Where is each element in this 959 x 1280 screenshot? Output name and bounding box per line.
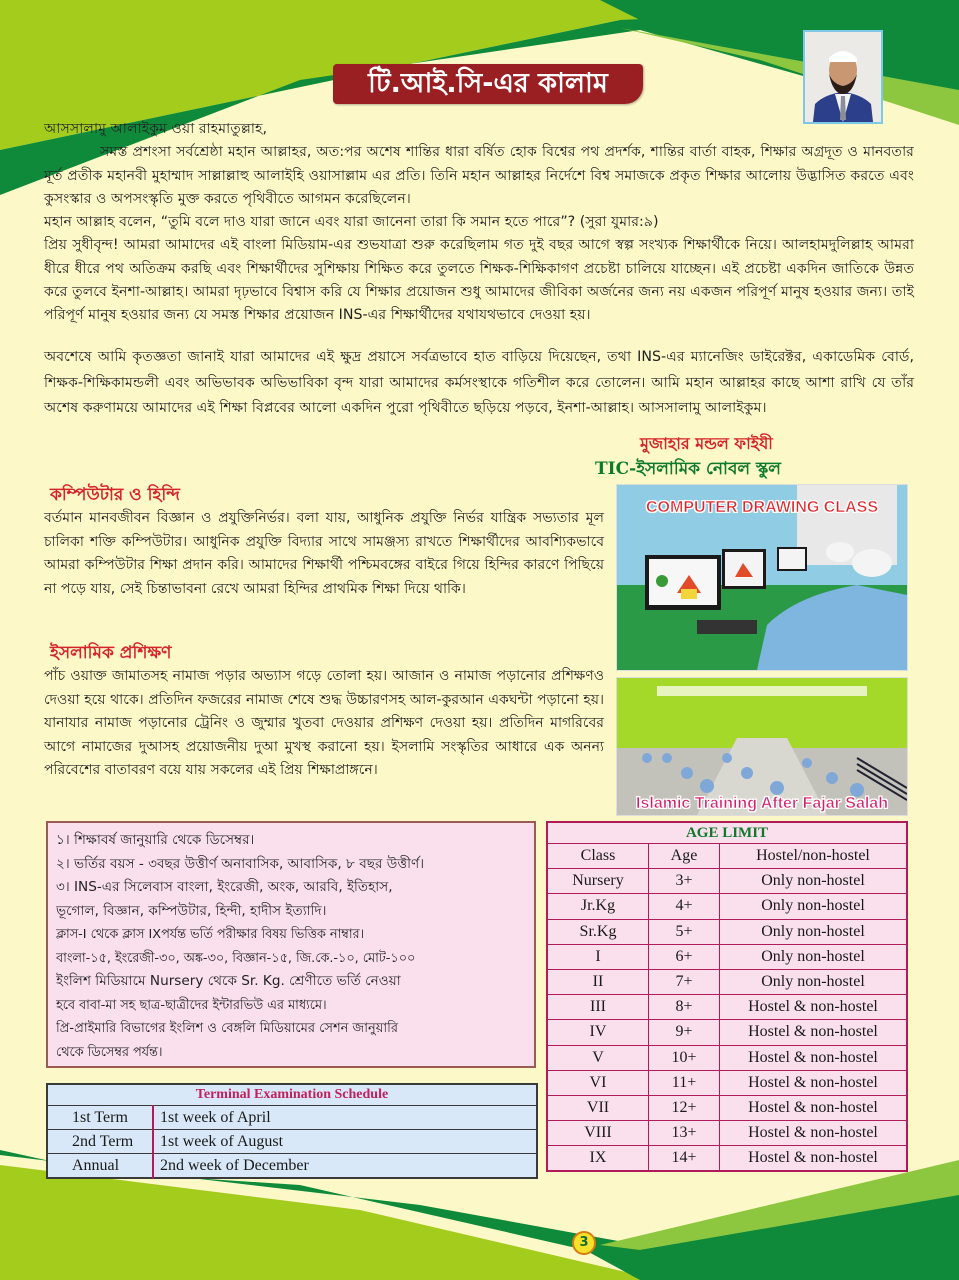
hostel-cell: Only non-hostel — [720, 944, 908, 969]
column-header: Hostel/non-hostel — [720, 844, 908, 869]
page-number: 3 — [572, 1231, 596, 1255]
table-row — [47, 1130, 537, 1154]
age-cell: 7+ — [649, 969, 720, 994]
age-cell: 3+ — [649, 869, 720, 894]
intro-column — [44, 118, 914, 328]
table-row — [547, 919, 907, 944]
table-row — [547, 1045, 907, 1070]
exam-when: 1st week of April — [153, 1106, 537, 1130]
class-cell: II — [547, 969, 649, 994]
age-cell: 5+ — [649, 919, 720, 944]
hostel-cell: Only non-hostel — [720, 894, 908, 919]
table-row — [547, 1020, 907, 1045]
exam-schedule-table — [46, 1083, 538, 1179]
class-cell: VI — [547, 1070, 649, 1095]
section-heading-computer: কম্পিউটার ও হিন্দি — [50, 485, 180, 505]
table-row — [47, 1154, 537, 1179]
hostel-cell: Hostel & non-hostel — [720, 1146, 908, 1172]
signature-name: মুজাহার মন্ডল ফাইযী — [640, 434, 773, 453]
column-header: Age — [649, 844, 720, 869]
exam-term: 1st Term — [47, 1106, 153, 1130]
table-row — [547, 869, 907, 894]
rule-line: ৩। INS-এর সিলেবাস বাংলা, ইংরেজী, অংক, আরবি, ইতিহাস, — [56, 879, 393, 895]
closing-paragraph — [44, 345, 914, 422]
author-portrait — [803, 30, 883, 124]
quran-quote: মহান আল্লাহ বলেন, “তুমি বলে দাও যারা জানে এবং যারা জানেনা তারা কি সমান হতে পারে”? (সুরা যুমার:৯) — [44, 214, 659, 231]
hostel-cell: Only non-hostel — [720, 969, 908, 994]
section-text-computer: বর্তমান মানবজীবন বিজ্ঞান ও প্রযুক্তিনির্ভর। বলা যায়, আধুনিক প্রযুক্তি নির্ভর যান্ত্রিক সভ্যতার মূল চালিকা শক্তি কম্পিউটার। আধুনিক প্রযুক্তি বিদ্যার সাথে সামঞ্জস্য রাখতে শিক্ষার্থীদের আবশ্যিকভাবে আমরা কম্পিউটার শিক্ষা প্রদান করি। আমাদের শিক্ষার্থী পশ্চিমবঙ্গের বাইরে গিয়ে হিন্দির কারণে পিছিয়ে না পড়ে যায়, সেই চিন্তাভাবনা রেখে আমরা হিন্দির প্রাথমিক শিক্ষা দিয়ে থাকি। — [44, 510, 604, 597]
table-row — [547, 1121, 907, 1146]
islamic-training-photo — [616, 677, 908, 816]
exam-term: 2nd Term — [47, 1130, 153, 1154]
hostel-cell: Hostel & non-hostel — [720, 1070, 908, 1095]
table-header-row — [547, 844, 907, 869]
rule-line: প্রি-প্রাইমারি বিভাগের ইংলিশ ও বেঙ্গলি মিডিয়ামের সেশন জানুয়ারি — [56, 1021, 399, 1036]
column-header: Class — [547, 844, 649, 869]
computer-photo-caption: COMPUTER DRAWING CLASS — [646, 499, 878, 516]
section-heading-islamic: ইসলামিক প্রশিক্ষণ — [50, 643, 172, 663]
table-row — [547, 1070, 907, 1095]
hostel-cell: Hostel & non-hostel — [720, 1095, 908, 1120]
age-cell: 14+ — [649, 1146, 720, 1172]
age-cell: 11+ — [649, 1070, 720, 1095]
rule-line: ক্লাস-I থেকে ক্লাস IXপর্যন্ত ভর্তি পরীক্ষার বিষয় ভিত্তিক নাম্বার। — [56, 927, 365, 942]
rule-line: ১। শিক্ষাবর্ষ জানুয়ারি থেকে ডিসেম্বর। — [56, 832, 255, 848]
hostel-cell: Only non-hostel — [720, 919, 908, 944]
exam-term: Annual — [47, 1154, 153, 1179]
exam-when: 2nd week of December — [153, 1154, 537, 1179]
exam-schedule-title: Terminal Examination Schedule — [47, 1084, 537, 1106]
rule-line: ২। ভর্তির বয়স - ৩বছর উত্তীর্ণ অনাবাসিক, আবাসিক, ৮ বছর উত্তীর্ণ। — [56, 855, 425, 872]
admission-rules-box — [46, 821, 536, 1068]
rule-line: ইংলিশ মিডিয়ামে Nursery থেকে Sr. Kg. শ্রেণীতে ভর্তি নেওয়া — [56, 973, 401, 989]
page-title: টি.আই.সি-এর কালাম — [333, 64, 643, 104]
age-limit-title: AGE LIMIT — [547, 822, 907, 844]
class-cell: VII — [547, 1095, 649, 1120]
intro-paragraph-1: সমস্ত প্রশংসা সর্বশ্রেষ্ঠা মহান আল্লাহর, অত:পর অশেষ শান্তির ধারা বর্ষিত হোক বিশ্বের পথ প্রদর্শক, শান্তির বার্তা বাহক, শিক্ষার অগ্রদূত ও মানবতার মূর্ত প্রতীক মহানবী মুহাম্মাদ সাল্লাল্লাহু আলাইহি ওয়াসাল্লাম এর প্রতি। তিনি মহান আল্লাহর নির্দেশে বিশ্ব সমাজকে প্রকৃত শিক্ষার আলোয় উদ্ভাসিত করতে এবং কুসংস্কার ও অপসংস্কৃতি মুক্ত করতে পৃথিবীতে আগমন করেছিলেন। — [44, 144, 914, 207]
intro-paragraph-2: প্রিয় সুধীবৃন্দ! আমরা আমাদের এই বাংলা মিডিয়াম-এর শুভযাত্রা শুরু করেছিলাম গত দুই বছর আগে স্বল্প সংখ্যক শিক্ষার্থীকে নিয়ে। আলহামদুলিল্লাহ আমরা ধীরে ধীরে পথ অতিক্রম করছি এবং শিক্ষার্থীদের সুশিক্ষায় শিক্ষিত করে তুলতে শিক্ষক-শিক্ষিকাগণ প্রচেষ্টা চালিয়ে যাচ্ছেন। এই প্রচেষ্টা একদিন জাতিকে উন্নত করে তুলবে ইনশা-আল্লাহ। আমরা দৃঢ়ভাবে বিশ্বাস করি যে শিক্ষার প্রয়োজন শুধু আমাদের জীবিকা অর্জনের জন্য নয় একজন পরিপূর্ণ মানুষ হওয়ার জন্য। তাই পরিপূর্ণ মানুষ হওয়ার জন্য যে সমস্ত শিক্ষার প্রয়োজন INS-এর শিক্ষার্থীদের যথাযথভাবে দেওয়া হয়। — [44, 237, 914, 324]
table-row — [547, 995, 907, 1020]
hostel-cell: Hostel & non-hostel — [720, 1045, 908, 1070]
hostel-cell: Hostel & non-hostel — [720, 1020, 908, 1045]
class-cell: Nursery — [547, 869, 649, 894]
age-cell: 9+ — [649, 1020, 720, 1045]
table-row — [47, 1106, 537, 1130]
hostel-cell: Only non-hostel — [720, 869, 908, 894]
class-cell: IX — [547, 1146, 649, 1172]
greeting: আসসালামু আলাইকুম ওয়া রাহমাতুল্লাহ, — [44, 121, 268, 137]
class-cell: Jr.Kg — [547, 894, 649, 919]
islamic-photo-caption: Islamic Training After Fajar Salah — [636, 795, 888, 812]
table-row — [547, 944, 907, 969]
class-cell: IV — [547, 1020, 649, 1045]
rule-line: থেকে ডিসেম্বর পর্যন্ত। — [56, 1044, 163, 1060]
hostel-cell: Hostel & non-hostel — [720, 995, 908, 1020]
age-cell: 8+ — [649, 995, 720, 1020]
class-cell: Sr.Kg — [547, 919, 649, 944]
computer-class-photo — [616, 484, 908, 671]
hostel-cell: Hostel & non-hostel — [720, 1121, 908, 1146]
age-limit-table — [546, 821, 908, 1172]
age-cell: 10+ — [649, 1045, 720, 1070]
person-photo-icon — [805, 32, 881, 122]
class-cell: V — [547, 1045, 649, 1070]
section-text-islamic: পাঁচ ওয়াক্ত জামাতসহ নামাজ পড়ার অভ্যাস গড়ে তোলা হয়। আজান ও নামাজ পড়ানোর প্রশিক্ষণও দেওয়া হয়ে থাকে। প্রতিদিন ফজরের নামাজ শেষে শুদ্ধ উচ্চারণসহ আল-কুরআন একঘন্টা পড়ানো হয়। যানাযার নামাজ পড়ানোর ট্রেনিং ও জুম্মার খুতবা দেওয়ার প্রশিক্ষণ দেওয়া হয়। প্রতিদিন মাগরিবের আগে নামাজের দুআসহ প্রয়োজনীয় দুআ মুখস্থ করানো হয়। ইসলামি সংস্কৃতির আধারে এক অনন্য পরিবেশের বাতাবরণ বয়ে যায় সকলের এই প্রিয় শিক্ষাপ্রাঙ্গনে। — [44, 668, 604, 778]
rule-line: হবে বাবা-মা সহ ছাত্র-ছাত্রীদের ইন্টারভিউ এর মাধ্যমে। — [56, 997, 327, 1013]
class-cell: VIII — [547, 1121, 649, 1146]
table-row — [547, 894, 907, 919]
closing-text: অবশেষে আমি কৃতজ্ঞতা জানাই যারা আমাদের এই ক্ষুদ্র প্রয়াসে সর্বত্রভাবে হাত বাড়িয়ে দিয়েছেন, তথা INS-এর ম্যানেজিং ডাইরেক্টর, একাডেমিক বোর্ড, শিক্ষক-শিক্ষিকামন্ডলী এবং অভিভাবক অভিভাবিকা বৃন্দ যারা আমাদের কর্মসংস্থাকে গতিশীল করে তোলেন। আমি মহান আল্লাহর কাছে আশা রাখি যে তাঁর অশেষ করুণাময়ে আমাদের এই শিক্ষা বিপ্লবের আলো একদিন পুরো পৃথিবীতে ছড়িয়ে পড়বে, ইনশা-আল্লাহ। আসসালামু আলাইকুম। — [44, 349, 914, 416]
age-cell: 13+ — [649, 1121, 720, 1146]
class-cell: I — [547, 944, 649, 969]
class-cell: III — [547, 995, 649, 1020]
table-row — [547, 969, 907, 994]
age-cell: 12+ — [649, 1095, 720, 1120]
table-row — [547, 1146, 907, 1172]
signature-school: TIC-ইসলামিক নোবল স্কুল — [595, 459, 781, 479]
exam-when: 1st week of August — [153, 1130, 537, 1154]
age-cell: 4+ — [649, 894, 720, 919]
rule-line: ভূগোল, বিজ্ঞান, কম্পিউটার, হিন্দী, হাদীস ইত্যাদি। — [56, 902, 327, 919]
table-row — [547, 1095, 907, 1120]
rule-line: বাংলা-১৫, ইংরেজী-৩০, অঙ্ক-৩০, বিজ্ঞান-১৫, জি.কে.-১০, মোট-১০০ — [56, 950, 416, 966]
age-cell: 6+ — [649, 944, 720, 969]
